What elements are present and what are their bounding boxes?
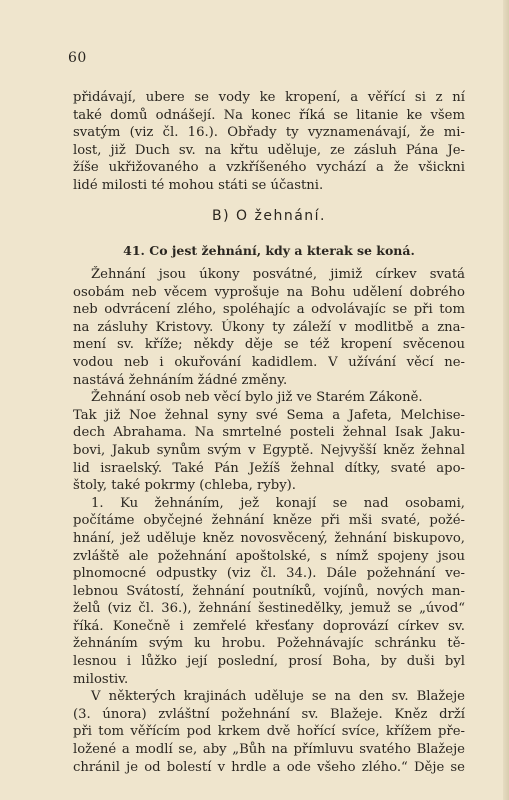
text-line: bovi, Jakub synům svým v Egyptě. Nejvyšší kněz žehnal — [73, 442, 465, 458]
section-title: 41. Co jest žehnání, kdy a kterak se koná. — [123, 243, 415, 258]
text-line: přidávají, ubere se vody ke kropení, a věřící si z ní — [73, 90, 465, 105]
text-line: Tak již Noe žehnal syny své Sema a Jafeta, Melchise- — [73, 407, 465, 423]
text-line: žíše ukřižovaného a vzkříšeného vychází a že všickni — [73, 160, 465, 176]
intro-paragraph — [73, 89, 465, 195]
text-line: ložené a modlí se, aby „Bůh na přímluvu svatého Blažeje — [73, 742, 465, 758]
text-line: Žehnání jsou úkony posvátné, jimiž církev svatá — [91, 267, 465, 282]
text-line: lebnou Svátostí, žehnání poutníků, vojínů, nových man- — [73, 583, 465, 599]
text-line: žehnáním svým ku hrobu. Požehnávajíc schránku tě- — [73, 636, 465, 652]
text-line: mení sv. kříže; někdy děje se též kropení svěcenou — [73, 337, 465, 353]
text-line: V některých krajinách uděluje se na den sv. Blažeje — [91, 689, 465, 705]
text-line: lidé milosti té mohou státi se účastni. — [73, 177, 324, 193]
text-line: vodou neb i okuřování kadidlem. V užívání věcí ne- — [73, 354, 465, 370]
text-line: osobám neb věcem vyprošuje na Bohu udělení dobrého — [73, 284, 465, 300]
text-line: milostiv. — [73, 671, 129, 687]
text-line: želů (viz čl. 36.), žehnání šestinedělky, jemuž se „úvod“ — [73, 601, 465, 617]
text-line: zvláště ale požehnání apoštolské, s nímž spojeny jsou — [73, 548, 465, 564]
text-line: také domů odnášejí. Na konec říká se litanie ke všem — [73, 107, 465, 123]
body-text — [73, 266, 465, 776]
text-line: neb odvrácení zlého, spoléhajíc a odvolávajíc se při tom — [73, 302, 465, 318]
text-line: hnání, jež uděluje kněz novosvěcený, žehnání biskupovo, — [73, 530, 465, 546]
text-line: při tom věřícím pod krkem dvě hořící svíce, křížem pře- — [73, 724, 465, 740]
text-line: chránil je od bolestí v hrdle a ode všeho zlého.“ Děje se — [73, 759, 465, 775]
text-line: plnomocné odpustky (viz čl. 34.). Dále požehnání ve- — [73, 566, 465, 582]
page-edge — [503, 0, 509, 800]
text-line: lesnou i lůžko její poslední, prosí Boha, by duši byl — [73, 654, 465, 670]
text-line: Žehnání osob neb věcí bylo již ve Starém Zákoně. — [91, 390, 423, 406]
page-number: 60 — [68, 50, 87, 66]
text-line: nastává žehnáním žádné změny. — [73, 372, 288, 388]
text-line: svatým (viz čl. 16.). Obřady ty vyznamenávají, že mi- — [73, 125, 465, 141]
text-line: lost, již Duch sv. na křtu uděluje, ze zásluh Pána Je- — [73, 142, 465, 158]
subheading: B) O žehnání. — [212, 208, 326, 224]
text-line: říká. Konečně i zemřelé křesťany doprovází církev sv. — [73, 618, 465, 634]
text-line: 1. Ku žehnáním, jež konají se nad osobami, — [91, 495, 465, 511]
text-line: dech Abrahama. Na smrtelné posteli žehnal Isak Jaku- — [73, 425, 465, 441]
text-line: počítáme obyčejné žehnání kněze při mši svaté, požé- — [73, 513, 465, 529]
text-line: na zásluhy Kristovy. Úkony ty záleží v modlitbě a zna- — [73, 319, 465, 335]
text-line: lid israelský. Také Pán Ježíš žehnal dítky, svaté apo- — [73, 460, 465, 476]
text-line: štoly, také pokrmy (chleba, ryby). — [73, 478, 296, 494]
text-line: (3. února) zvláštní požehnání sv. Blažeje. Kněz drží — [73, 706, 465, 722]
